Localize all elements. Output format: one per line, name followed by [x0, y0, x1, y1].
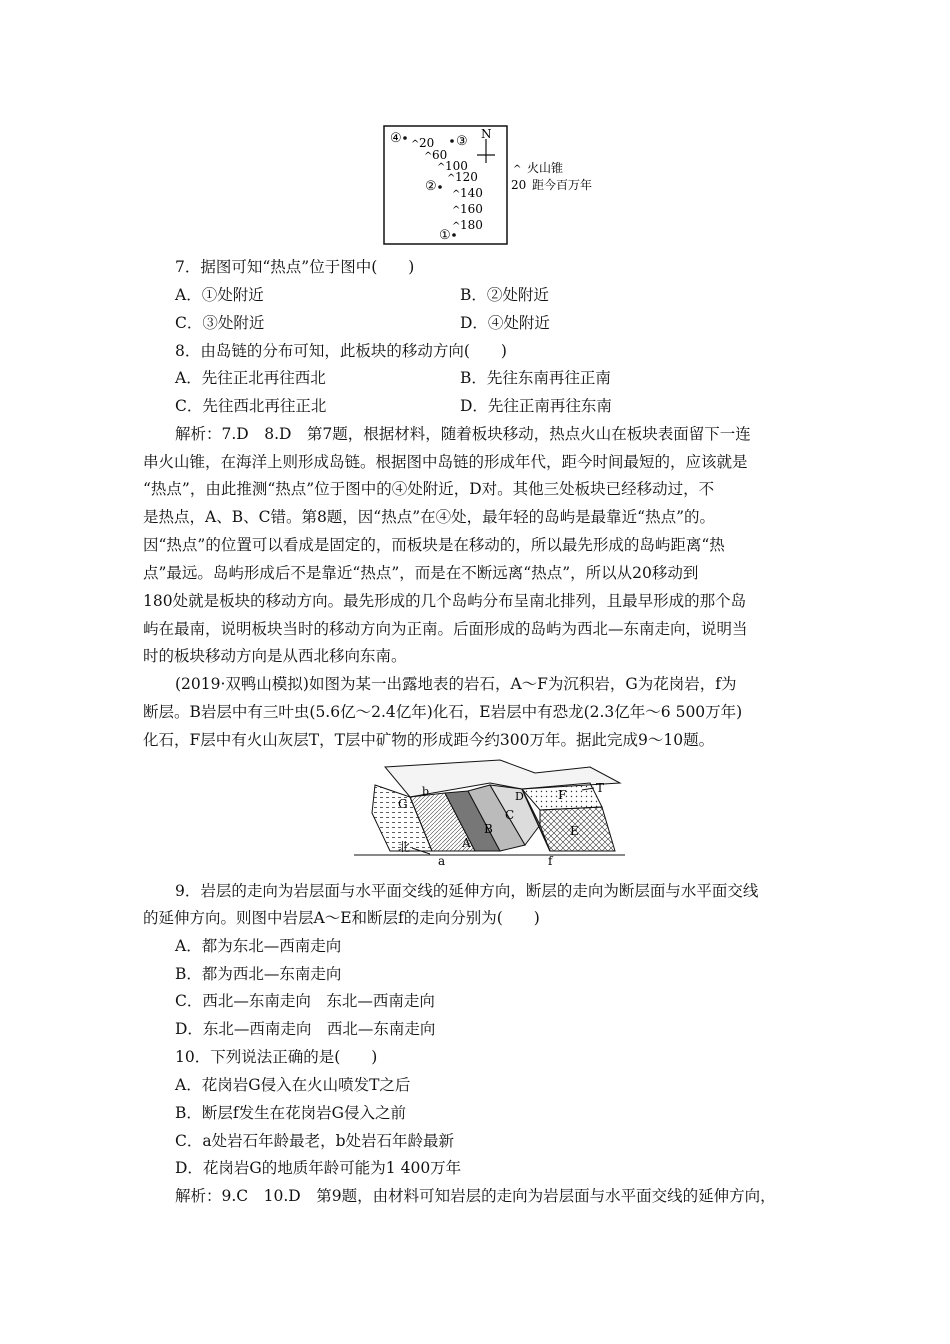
- label-e: E: [570, 824, 579, 838]
- point-1-dot: [452, 233, 456, 237]
- point-2-dot: [438, 185, 442, 189]
- cone-age-100: 100: [445, 159, 468, 173]
- q8-option-c: C．先往西北再往正北: [175, 397, 327, 415]
- q9-option-b: B．都为西北—东南走向: [175, 965, 342, 983]
- q7-option-d: D．④处附近: [460, 314, 550, 332]
- legend-cone-label: 火山锥: [527, 161, 564, 175]
- hotspot-map-figure: [380, 125, 610, 247]
- cone-age-20: 20: [419, 136, 435, 150]
- label-a-small: a: [438, 854, 446, 867]
- q9-stem-line2: 的延伸方向。则图中岩层A～E和断层f的走向分别为( ): [143, 909, 540, 927]
- analysis1-line: 是热点，A、B、C错。第8题，因“热点”在④处，最年轻的岛屿是最靠近“热点”的。: [143, 508, 716, 526]
- volcano-cone-icon: ^: [452, 189, 461, 200]
- label-a: A: [462, 836, 471, 850]
- legend-cone-icon: ^: [513, 164, 522, 175]
- hotspot-map-svg: [380, 125, 610, 247]
- cone-age-180: 180: [460, 218, 483, 232]
- map-frame: [384, 126, 507, 244]
- label-b-small: b: [422, 785, 430, 798]
- label-b: B: [484, 822, 493, 836]
- cone-age-120: 120: [455, 170, 478, 184]
- volcano-cone-icon: ^: [424, 151, 433, 162]
- q10-option-b: B．断层f发生在花岗岩G侵入之前: [175, 1104, 407, 1122]
- volcano-cone-icon: ^: [437, 162, 446, 173]
- cone-age-160: 160: [460, 202, 483, 216]
- q8-option-d: D．先往正南再往东南: [460, 397, 612, 415]
- q10-stem: 10．下列说法正确的是( ): [175, 1048, 378, 1066]
- q8-option-b: B．先往东南再往正南: [460, 369, 611, 387]
- q8-option-a: A．先往正北再往西北: [175, 369, 326, 387]
- analysis1-line: 因“热点”的位置可以看成是固定的，而板块是在移动的，所以最先形成的岛屿距离“热: [143, 536, 725, 554]
- q9-option-d: D．东北—西南走向 西北—东南走向: [175, 1020, 436, 1038]
- q9-option-c: C．西北—东南走向 东北—西南走向: [175, 992, 435, 1010]
- volcano-cone-icon: ^: [411, 139, 420, 150]
- analysis1-line: 屿在最南，说明板块当时的移动方向为正南。后面形成的岛屿为西北—东南走向，说明当: [143, 620, 748, 638]
- point-4-dot: [403, 136, 407, 140]
- north-label: N: [481, 127, 492, 141]
- q7-option-a: A．①处附近: [175, 286, 264, 304]
- point-2-label: ②: [425, 179, 437, 194]
- q9-stem-line1: 9．岩层的走向为岩层面与水平面交线的延伸方向，断层的走向为断层面与水平面交线: [175, 882, 759, 900]
- label-g: G: [398, 797, 408, 811]
- material-line: (2019·双鸭山模拟)如图为某一出露地表的岩石，A～F为沉积岩，G为花岗岩，f为: [175, 675, 737, 693]
- point-3-dot: [450, 139, 454, 143]
- q7-stem: 7．据图可知“热点”位于图中( ): [175, 258, 415, 276]
- q7-option-c: C．③处附近: [175, 314, 265, 332]
- label-d: D: [515, 790, 524, 803]
- analysis1-line: “热点”，由此推测“热点”位于图中的④处附近，D对。其他三处板块已经移动过，不: [143, 480, 715, 498]
- q10-option-d: D．花岗岩G的地质年龄可能为1 400万年: [175, 1159, 462, 1177]
- q8-stem: 8．由岛链的分布可知，此板块的移动方向( ): [175, 342, 507, 360]
- q7-option-b: B．②处附近: [460, 286, 549, 304]
- label-t: T: [596, 781, 605, 795]
- legend-age-value: 20: [511, 178, 527, 192]
- label-c: C: [505, 808, 515, 822]
- material-line: 断层。B岩层中有三叶虫(5.6亿～2.4亿年)化石，E岩层中有恐龙(2.3亿年～6 500万年): [143, 703, 743, 721]
- q10-option-a: A．花岗岩G侵入在火山喷发T之后: [175, 1076, 411, 1094]
- volcano-cone-icon: ^: [452, 205, 461, 216]
- analysis1-line: 点”最远。岛屿形成后不是靠近“热点”，而是在不断远离“热点”，所以从20移动到: [143, 564, 699, 582]
- analysis2-line: 解析：9.C 10.D 第9题，由材料可知岩层的走向为岩层面与水平面交线的延伸方向，: [175, 1187, 776, 1205]
- point-4-label: ④: [390, 131, 402, 146]
- rock-strata-svg: [350, 755, 630, 867]
- q10-option-c: C．a处岩石年龄最老，b处岩石年龄最新: [175, 1132, 455, 1150]
- cone-age-60: 60: [432, 148, 448, 162]
- rock-strata-figure: [350, 755, 630, 867]
- volcano-cone-icon: ^: [452, 221, 461, 232]
- label-f-stratum: F: [558, 788, 567, 802]
- material-line: 化石，F层中有火山灰层T，T层中矿物的形成距今约300万年。据此完成9～10题。: [143, 731, 715, 749]
- analysis1-line: 180处就是板块的移动方向。最先形成的几个岛屿分布呈南北排列，且最早形成的那个岛: [143, 592, 747, 610]
- analysis1-line: 解析：7.D 8.D 第7题，根据材料，随着板块移动，热点火山在板块表面留下一连: [175, 425, 751, 443]
- q9-option-a: A．都为东北—西南走向: [175, 937, 342, 955]
- analysis1-line: 串火山锥，在海洋上则形成岛链。根据图中岛链的形成年代，距今时间最短的，应该就是: [143, 453, 748, 471]
- label-north: 北: [398, 840, 411, 854]
- label-fault-f: f: [548, 854, 553, 867]
- cone-age-140: 140: [460, 186, 483, 200]
- volcano-cone-icon: ^: [447, 173, 456, 184]
- point-3-label: ③: [456, 134, 468, 149]
- legend-age-label: 距今百万年: [532, 178, 593, 192]
- analysis1-line: 时的板块移动方向是从西北移向东南。: [143, 647, 407, 665]
- point-1-label: ①: [439, 228, 451, 243]
